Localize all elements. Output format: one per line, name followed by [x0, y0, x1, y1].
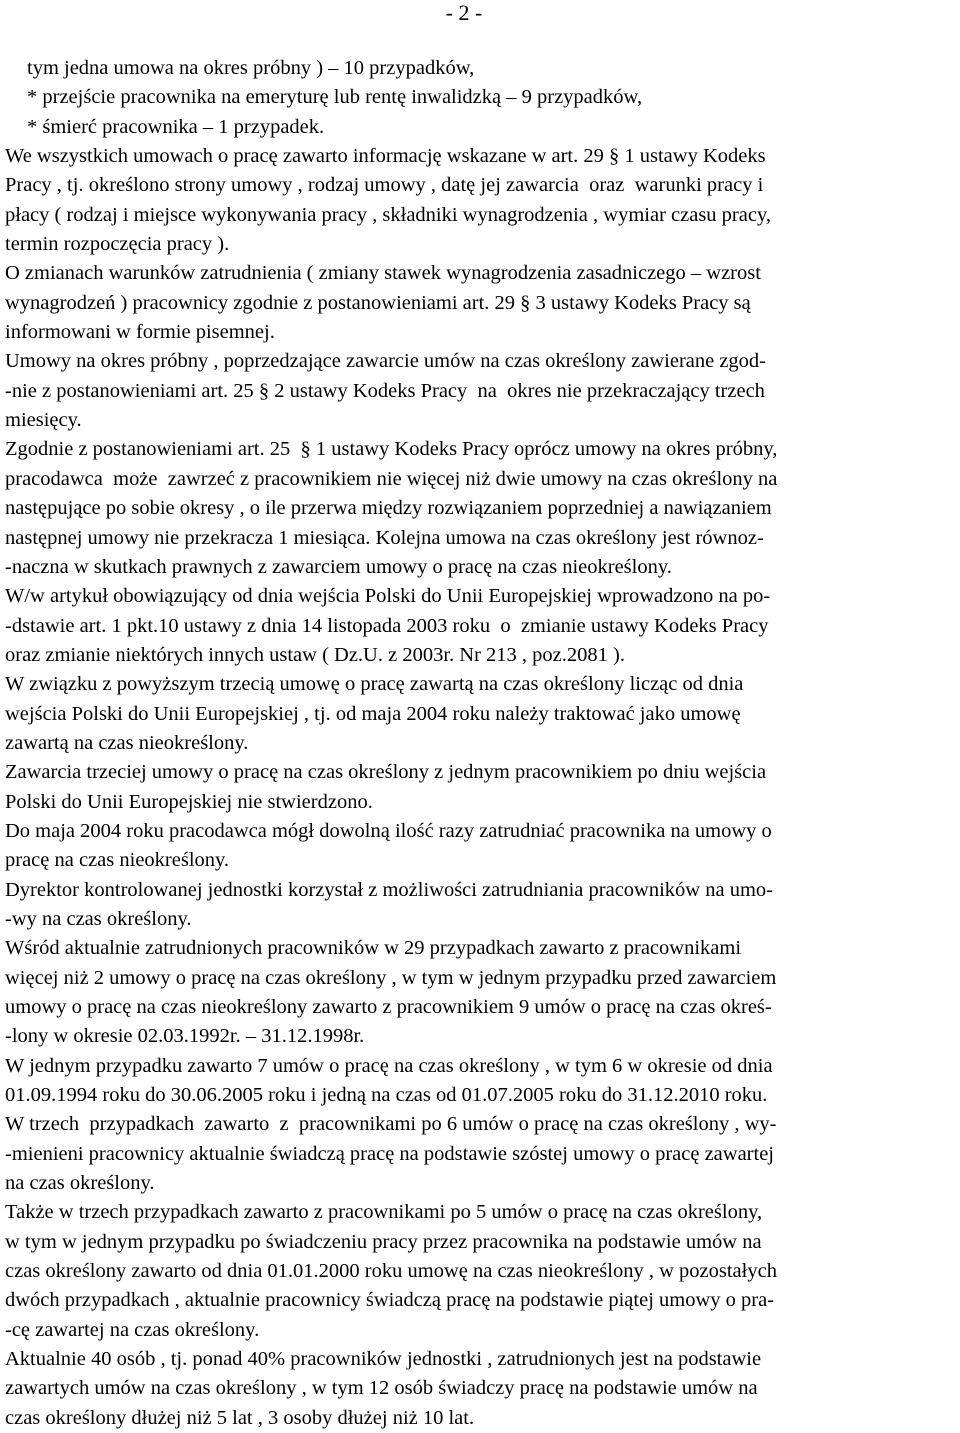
text-line: -mienieni pracownicy aktualnie świadczą pracę na podstawie szóstej umowy o pracę zawartej — [5, 1142, 774, 1165]
text-line: We wszystkich umowach o pracę zawarto informację wskazane w art. 29 § 1 ustawy Kodeks — [5, 145, 766, 168]
text-line: * śmierć pracownika – 1 przypadek. — [27, 115, 325, 138]
text-line: umowy o pracę na czas nieokreślony zawarto z pracownikiem 9 umów o pracę na czas okreś- — [5, 996, 772, 1018]
text-line: następujące po sobie okresy , o ile przerwa między rozwiązaniem poprzedniej a nawiązaniem — [5, 497, 772, 520]
text-line: dwóch przypadkach , aktualnie pracownicy świadczą pracę na podstawie piątej umowy o pra- — [5, 1289, 775, 1312]
text-line: Aktualnie 40 osób , tj. ponad 40% pracowników jednostki , zatrudnionych jest na podstawie — [5, 1348, 762, 1371]
text-line: zawartych umów na czas określony , w tym 12 osób świadczy pracę na podstawie umów na — [5, 1377, 758, 1400]
text-line: W trzech przypadkach zawarto z pracownikami po 6 umów o pracę na czas określony , wy- — [5, 1113, 777, 1136]
text-line: miesięcy. — [5, 409, 82, 432]
document-body — [5, 54, 955, 1433]
text-line: Dyrektor kontrolowanej jednostki korzystał z możliwości zatrudniania pracowników na umo- — [5, 878, 773, 901]
text-line: zawartą na czas nieokreślony. — [5, 731, 249, 754]
text-line: Wśród aktualnie zatrudnionych pracowników w 29 przypadkach zawarto z pracownikami — [5, 937, 742, 960]
text-line: O zmianach warunków zatrudnienia ( zmiany stawek wynagrodzenia zasadniczego – wzrost — [5, 262, 761, 285]
text-line: W związku z powyższym trzecią umowę o pracę zawartą na czas określony licząc od dnia — [5, 673, 744, 696]
text-line: na czas określony. — [5, 1172, 155, 1195]
text-line: -naczna w skutkach prawnych z zawarciem umowy o pracę na czas nieokreślony. — [5, 555, 672, 578]
text-line: -cę zawartej na czas określony. — [5, 1318, 260, 1341]
text-line: -lony w okresie 02.03.1992r. – 31.12.1998r. — [5, 1025, 365, 1048]
text-line: więcej niż 2 umowy o pracę na czas określony , w tym w jednym przypadku przed zawarciem — [5, 966, 777, 989]
text-line: oraz zmianie niektórych innych ustaw ( Dz.U. z 2003r. Nr 213 , poz.2081 ). — [5, 643, 625, 666]
text-line: Do maja 2004 roku pracodawca mógł dowolną ilość razy zatrudniać pracownika na umowy o — [5, 819, 772, 842]
text-line: Także w trzech przypadkach zawarto z pracownikami po 5 umów o pracę na czas określony, — [5, 1201, 763, 1224]
text-line: W jednym przypadku zawarto 7 umów o pracę na czas określony , w tym 6 w okresie od dnia — [5, 1054, 773, 1077]
text-line: informowani w formie pisemnej. — [5, 321, 275, 344]
text-line: płacy ( rodzaj i miejsce wykonywania pracy , składniki wynagrodzenia , wymiar czasu pracy, — [5, 203, 771, 226]
page-number: - 2 - — [445, 0, 483, 25]
text-line: -dstawie art. 1 pkt.10 ustawy z dnia 14 listopada 2003 roku o zmianie ustawy Kodeks Pracy — [5, 614, 769, 637]
text-line: Pracy , tj. określono strony umowy , rodzaj umowy , datę jej zawarcia oraz warunki pracy i — [5, 174, 764, 197]
text-line: w tym w jednym przypadku po świadczeniu pracy przez pracownika na podstawie umów na — [5, 1230, 762, 1253]
text-line: * przejście pracownika na emeryturę lub rentę inwalidzką – 9 przypadków, — [27, 86, 643, 109]
text-line: Zgodnie z postanowieniami art. 25 § 1 ustawy Kodeks Pracy oprócz umowy na okres próbny, — [5, 438, 778, 461]
text-line: W/w artykuł obowiązujący od dnia wejścia Polski do Unii Europejskiej wprowadzono na po- — [5, 585, 771, 608]
text-line: czas określony dłużej niż 5 lat , 3 osoby dłużej niż 10 lat. — [5, 1406, 475, 1429]
text-line: 01.09.1994 roku do 30.06.2005 roku i jedną na czas od 01.07.2005 roku do 31.12.2010 roku. — [5, 1084, 768, 1107]
text-line: pracę na czas nieokreślony. — [5, 849, 230, 872]
text-line: następnej umowy nie przekracza 1 miesiąca. Kolejna umowa na czas określony jest równoz- — [5, 526, 764, 549]
text-line: -wy na czas określony. — [5, 907, 192, 930]
text-line: czas określony zawarto od dnia 01.01.2000 roku umowę na czas nieokreślony , w pozostałych — [5, 1260, 777, 1283]
text-line: Zawarcia trzeciej umowy o pracę na czas określony z jednym pracownikiem po dniu wejścia — [5, 761, 767, 784]
text-line: Polski do Unii Europejskiej nie stwierdzono. — [5, 790, 373, 813]
text-line: pracodawca może zawrzeć z pracownikiem nie więcej niż dwie umowy na czas określony na — [5, 467, 778, 490]
text-line: Umowy na okres próbny , poprzedzające zawarcie umów na czas określony zawierane zgod- — [5, 350, 767, 373]
text-line: wynagrodzeń ) pracownicy zgodnie z postanowieniami art. 29 § 3 ustawy Kodeks Pracy są — [5, 291, 751, 314]
text-line: tym jedna umowa na okres próbny ) – 10 przypadków, — [27, 57, 475, 79]
text-line: termin rozpoczęcia pracy ). — [5, 233, 230, 256]
text-line: -nie z postanowieniami art. 25 § 2 ustawy Kodeks Pracy na okres nie przekraczający trzech — [5, 379, 765, 402]
text-line: wejścia Polski do Unii Europejskiej , tj. od maja 2004 roku należy traktować jako umowę — [5, 702, 741, 725]
